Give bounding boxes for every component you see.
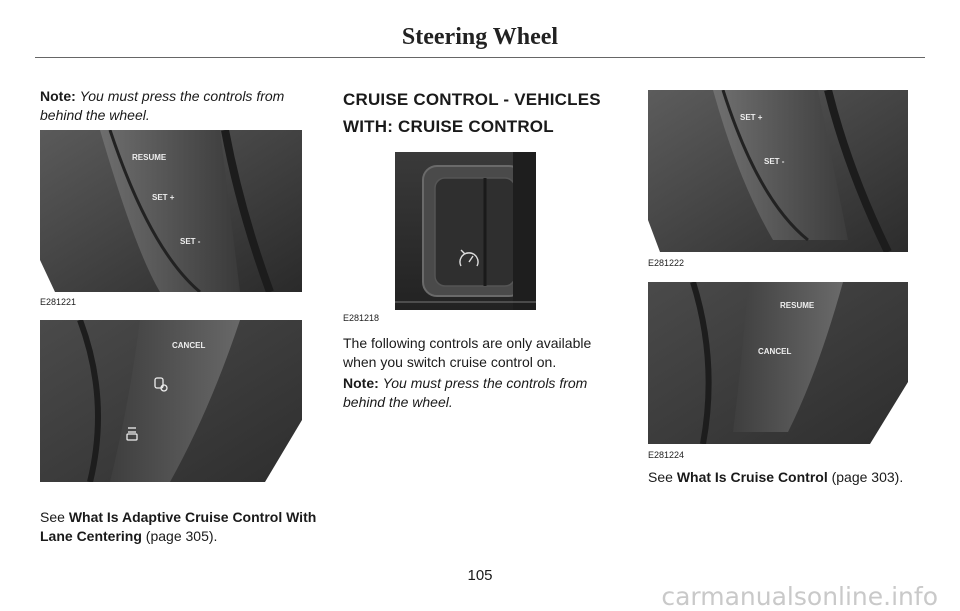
- left-see-reference: [40, 508, 322, 546]
- header-divider: [35, 57, 925, 58]
- set-plus-label: SET +: [740, 113, 763, 122]
- set-minus-label: SET -: [764, 157, 785, 166]
- page-title: Steering Wheel: [401, 24, 559, 50]
- resume-label: RESUME: [780, 301, 815, 310]
- cruise-switch-photo: [395, 152, 536, 310]
- cancel-label: CANCEL: [758, 347, 792, 356]
- cruise-control-link[interactable]: What Is Cruise Control: [676, 469, 828, 485]
- image-caption: E281218: [343, 313, 380, 323]
- see-prefix: See: [648, 469, 677, 485]
- note-text: You must press the controls from behind the wheel.: [40, 88, 285, 123]
- steering-controls-photo-upper: [40, 130, 302, 292]
- adaptive-cruise-link[interactable]: What Is Adaptive Cruise Control With Lane Centering: [40, 509, 317, 544]
- image-caption: E281224: [648, 450, 685, 460]
- body-paragraph: The following controls are only available when you switch cruise control on.: [343, 335, 592, 370]
- see-prefix: See: [40, 509, 69, 525]
- heading-line-2: WITH: CRUISE CONTROL: [343, 117, 554, 136]
- set-minus-label: SET -: [180, 237, 201, 246]
- cancel-label: CANCEL: [172, 341, 206, 350]
- resume-label: RESUME: [132, 153, 167, 162]
- page-number: 105: [467, 567, 493, 584]
- note-text: You must press the controls from behind the wheel.: [343, 375, 588, 410]
- steering-controls-photo-lower: [40, 320, 302, 482]
- middle-note: [343, 374, 605, 412]
- heading-line-1: CRUISE CONTROL - VEHICLES: [343, 90, 601, 109]
- section-heading: [343, 86, 613, 140]
- note-label: Note:: [343, 375, 379, 391]
- image-caption: E281221: [40, 297, 77, 307]
- watermark: carmanualsonline.info: [661, 582, 938, 611]
- steering-controls-photo-set: [648, 90, 908, 252]
- set-plus-label: SET +: [152, 193, 175, 202]
- see-suffix: (page 303).: [827, 469, 904, 485]
- steering-controls-photo-resume-cancel: [648, 282, 908, 444]
- image-caption: E281222: [648, 258, 685, 268]
- note-label: Note:: [40, 88, 76, 104]
- left-note: [40, 87, 310, 125]
- see-suffix: (page 305).: [141, 528, 218, 544]
- right-see-reference: [648, 468, 928, 487]
